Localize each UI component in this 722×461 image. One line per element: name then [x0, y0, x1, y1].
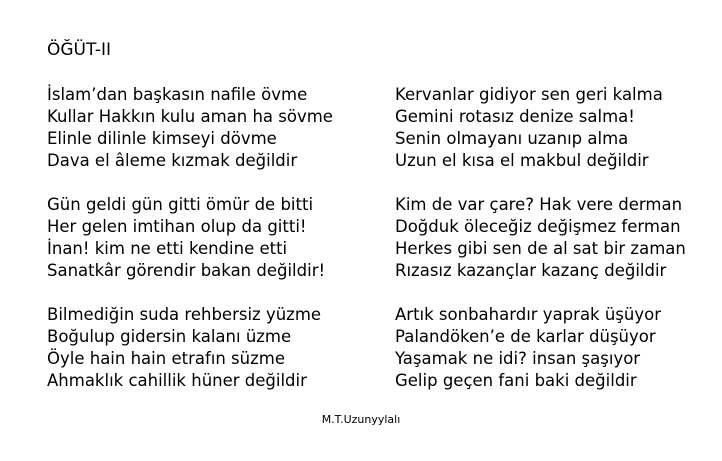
poem-title: ÖĞÜT-II: [47, 40, 111, 60]
verse-line: Artık sonbahardır yaprak üşüyor: [395, 305, 662, 324]
verse-line: Gün geldi gün gitti ömür de bitti: [47, 195, 314, 214]
verse-line: Gelip geçen fani baki değildir: [395, 371, 637, 390]
verse-line: Senin olmayanı uzanıp alma: [395, 129, 629, 148]
verse-line: Sanatkâr görendir bakan değildir!: [47, 261, 326, 280]
verse-line: Uzun el kısa el makbul değildir: [395, 151, 649, 170]
verse-line: Öyle hain hain etrafın süzme: [47, 349, 285, 368]
verse-line: Ahmaklık cahillik hüner değildir: [47, 371, 307, 390]
verse-line: Boğulup gidersin kalanı üzme: [47, 327, 292, 346]
verse-line: Rızasız kazançlar kazanç değildir: [395, 261, 667, 280]
verse-line: Yaşamak ne idi? insan şaşıyor: [395, 349, 641, 368]
stanza: [395, 194, 686, 282]
verse-line: Gemini rotasız denize salma!: [395, 107, 635, 126]
verse-line: Bilmediğin suda rehbersiz yüzme: [47, 305, 322, 324]
verse-line: Kervanlar gidiyor sen geri kalma: [395, 85, 663, 104]
verse-line: İslam’dan başkasın nafile övme: [47, 85, 308, 104]
verse-line: Palandöken’e de karlar düşüyor: [395, 327, 656, 346]
verse-line: Doğduk öleceğiz değişmez ferman: [395, 217, 681, 236]
stanza: [47, 194, 333, 282]
verse-line: Kullar Hakkın kulu aman ha sövme: [47, 107, 333, 126]
author-signature: M.T.Uzunyylalı: [321, 413, 401, 426]
stanza: [47, 84, 333, 172]
verse-line: Herkes gibi sen de al sat bir zaman: [395, 239, 686, 258]
right-column: [395, 84, 686, 414]
verse-line: Kim de var çare? Hak vere derman: [395, 195, 683, 214]
stanza: [47, 304, 333, 392]
verse-line: Elinle dilinle kimseyi dövme: [47, 129, 277, 148]
verse-line: Her gelen imtihan olup da gitti!: [47, 217, 307, 236]
stanza: [395, 304, 686, 392]
left-column: [47, 84, 333, 414]
stanza: [395, 84, 686, 172]
verse-line: Dava el âleme kızmak değildir: [47, 151, 298, 170]
verse-line: İnan! kim ne etti kendine etti: [47, 239, 288, 258]
